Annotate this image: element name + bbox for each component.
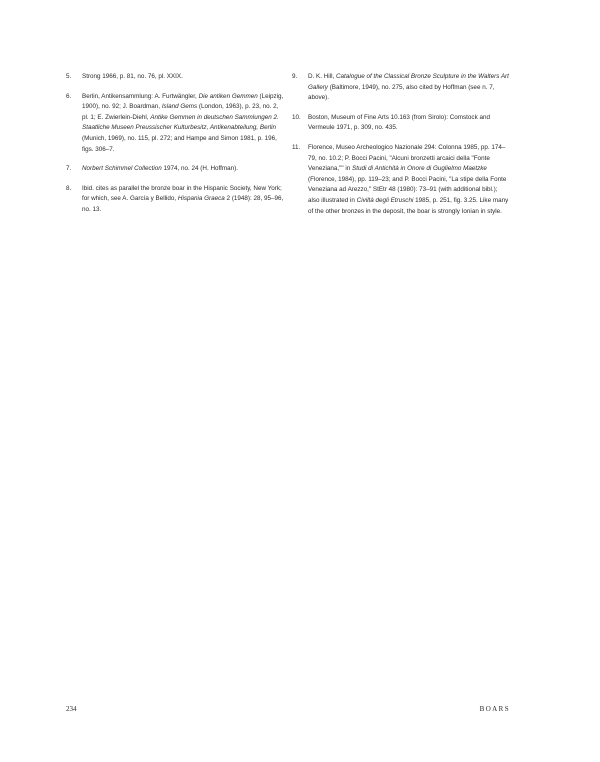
notes-column-right — [292, 72, 510, 226]
footnote — [292, 72, 510, 104]
footnote — [292, 143, 510, 217]
footnote-text-run: Boston, Museum of Fine Arts 10.163 (from Sirolo): Comstock and Vermeule 1971, p. 309, no. 435. — [308, 113, 490, 132]
footnote-italic-title: Antike Gemmen in deutschen Sammlungen 2. Staatliche Museen Preussischer Kulturbesitz, Antikenabteilung, Berlin — [82, 113, 279, 132]
notes-column-left — [66, 72, 284, 225]
footnote-italic-title: Hispania Graeca — [177, 195, 225, 203]
footnote-number: 8. — [66, 184, 72, 192]
footnote-number: 11. — [292, 143, 301, 151]
footnote-italic-title: Civiltà degli Etruschi — [356, 196, 414, 204]
footnote-number: 6. — [66, 92, 72, 100]
footnote-text-run: 1974, no. 24 (H. Hoffman). — [161, 165, 238, 173]
footnote-text — [82, 92, 284, 156]
footnote-text — [82, 164, 284, 175]
footnote-text-run: Strong 1966, p. 81, no. 76, pl. XXIX. — [82, 73, 183, 80]
footnote-text-run: D. K. Hill, — [308, 73, 336, 80]
footnote-text-run: 2 (1948): 28, 95–96, no. 13. — [82, 195, 284, 213]
footnote-number: 7. — [66, 165, 72, 173]
footnote-text-run: (Leipzig, 1900), no. 92; J. Boardman, — [82, 92, 284, 111]
footnote — [66, 72, 284, 83]
footnote-italic-title: Catalogue of the Classical Bronze Sculpture in the Walters Art Gallery — [308, 73, 509, 91]
footnote-italic-title: Island Gems — [161, 103, 198, 111]
footnote-text-run: (Munich, 1969), no. 115, pl. 272; and Hampe and Simon 1981, p. 196, figs. 306–7. — [82, 134, 277, 153]
footnote — [292, 113, 510, 134]
footnote-text-run: Berlin, Antikensammlung: A. Furtwängler, — [82, 92, 199, 100]
footnote — [66, 184, 284, 216]
footnote — [66, 92, 284, 156]
footnote-text — [82, 184, 284, 216]
footnote-text-run: (London, 1963), p. 23, no. 2, pl. 1; E. Zwierlein-Diehl, — [82, 103, 279, 121]
footnote-text-run: (Baltimore, 1949), no. 275, also cited by Hoffman (see n. 7, above). — [308, 83, 495, 102]
page-number: 234 — [66, 705, 77, 713]
footnote-text-run: Florence, Museo Archeologico Nazionale 294: Colonna 1985, pp. 174–79, no. 10.2; P. Bocci Pacini, "Alcuni bronzetti arcaici della "Fonte Veneziana,"" in — [308, 143, 506, 173]
footnote-text-run: (Florence, 1984), pp. 119–23; and P. Bocci Pacini, "La stipe della Fonte Veneziana ad Arezzo," StEtr 48 (1980): 73–91 (with additional bibl.); also illustrated in — [308, 175, 507, 204]
footnote-text-run: Ibid. cites as parallel the bronze boar in the Hispanic Society, New York; for which, see A. García y Bellido, — [82, 184, 282, 203]
running-footer-title: BOARS — [479, 705, 510, 713]
footnote-text — [308, 113, 510, 134]
footnote — [66, 164, 284, 175]
footnote-italic-title: Studi di Antichità in Onore di Guglielmo Maetzke — [352, 165, 487, 173]
footnote-number: 5. — [66, 73, 72, 80]
footnote-text — [308, 72, 510, 104]
footnote-italic-title: Norbert Schimmel Collection — [82, 165, 162, 173]
footnote-text — [308, 143, 510, 217]
footnote-number: 10. — [292, 113, 301, 121]
footnote-text-run: 1985, p. 251, fig. 3.25. Like many of the other bronzes in the deposit, the boar is strongly Ionian in style. — [308, 196, 509, 215]
footnote-italic-title: Die antiken Gemmen — [198, 92, 258, 100]
footnote-text — [82, 72, 284, 83]
footnote-number: 9. — [292, 73, 298, 80]
